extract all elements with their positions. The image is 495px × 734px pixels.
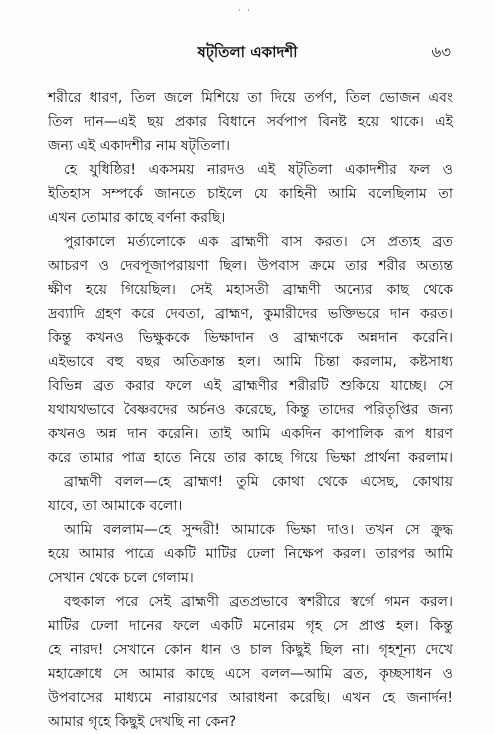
- text-line: হে নারদ! সেখানে কোন ধান ও চাল কিছুই ছিল না। গৃহশূন্য দেখে: [48, 642, 453, 658]
- text-line: উপবাসের মাধ্যমে নারায়ণের আরাধনা করেছি। এখন হে জনার্দন!: [48, 690, 453, 706]
- text-line: ব্রাহ্মণী বলল—হে ব্রাহ্মণ! তুমি কোথা থেকে এসেছ, কোথায়: [64, 474, 453, 490]
- text-line: বিভিন্ন ব্রত করার ফলে এই ব্রাহ্মণীর শরীরটি শুকিয়ে যাচ্ছে। সে: [48, 378, 453, 394]
- running-header: [0, 40, 495, 64]
- text-line: দ্রব্যাদি গ্রহণ করে দেবতা, ব্রাহ্মণ, কুমারীদের ভক্তিভরে দান করত।: [48, 306, 453, 322]
- text-line: আমার গৃহে কিছুই দেখছি না কেন?: [48, 714, 237, 730]
- text-line: ইতিহাস সম্পর্কে জানতে চাইলে যে কাহিনী আমি বলেছিলাম তা: [48, 186, 453, 202]
- text-line: যাবে, তা আমাকে বলো।: [48, 498, 183, 514]
- text-line: এইভাবে বহু বছর অতিক্রান্ত হল। আমি চিন্তা করলাম, কষ্টসাধ্য: [48, 354, 453, 370]
- text-line: জন্য এই একাদশীর নাম ষট্‌তিলা।: [48, 138, 231, 154]
- text-line: তিল দান—এই ছয় প্রকার বিধানে সর্বপাপ বিনষ্ট হয়ে থাকে। এই: [48, 114, 453, 130]
- chapter-title: ষট্‌তিলা একাদশী: [197, 43, 298, 61]
- text-line: আমি বললাম—হে সুন্দরী! আমাকে ভিক্ষা দাও। তখন সে ক্রুদ্ধ: [64, 522, 453, 538]
- body-text: [48, 86, 453, 734]
- text-line: হয়ে আমার পাত্রে একটি মাটির ঢেলা নিক্ষেপ করল। তারপর আমি: [48, 546, 453, 562]
- text-line: মহাক্রোধে সে আমার কাছে এসে বলল—আমি ব্রত, কৃচ্ছসাধন ও: [48, 666, 453, 682]
- text-line: মাটির ঢেলা দানের ফলে একটি মনোরম গৃহ সে প্রাপ্ত হল। কিন্তু: [48, 618, 453, 634]
- text-line: আচরণ ও দেবপূজাপরায়ণা ছিল। উপবাস ক্রমে তার শরীর অত্যন্ত: [48, 258, 453, 274]
- text-line: কিন্তু কখনও ভিক্ষুককে ভিক্ষাদান ও ব্রাহ্মণকে অন্নদান করেনি।: [48, 330, 453, 346]
- text-line: এখন তোমার কাছে বর্ণনা করছি।: [48, 210, 226, 226]
- text-line: পুরাকালে মর্ত্যলোকে এক ব্রাহ্মণী বাস করত। সে প্রত্যহ ব্রত: [64, 234, 453, 250]
- text-line: করে তামার পাত্র হাতে নিয়ে তার কাছে গিয়ে ভিক্ষা প্রার্থনা করলাম।: [48, 450, 453, 466]
- text-line: যথাযথভাবে বৈষ্ণবদের অর্চনও করেছে, কিন্তু তাদের পরিতৃপ্তির জন্য: [48, 402, 453, 418]
- text-line: ক্ষীণ হয়ে গিয়েছিল। সেই মহাসতী ব্রাহ্মণী অন্যের কাছ থেকে: [48, 282, 453, 298]
- top-mark: · ·: [238, 6, 252, 15]
- text-line: বহুকাল পরে সেই ব্রাহ্মণী ব্রতপ্রভাবে স্বশরীরে স্বর্গে গমন করল।: [64, 594, 453, 610]
- text-line: হে যুধিষ্ঠির! একসময় নারদও এই ষট্‌তিলা একাদশীর ফল ও: [64, 162, 453, 178]
- text-line: সেখান থেকে চলে গেলাম।: [48, 570, 194, 586]
- page-number: ৬৩: [431, 43, 451, 61]
- text-line: কখনও অন্ন দান করেনি। তাই আমি একদিন কাপালিক রূপ ধারণ: [48, 426, 453, 442]
- text-line: শরীরে ধারণ, তিল জলে মিশিয়ে তা দিয়ে তর্পণ, তিল ভোজন এবং: [48, 90, 453, 106]
